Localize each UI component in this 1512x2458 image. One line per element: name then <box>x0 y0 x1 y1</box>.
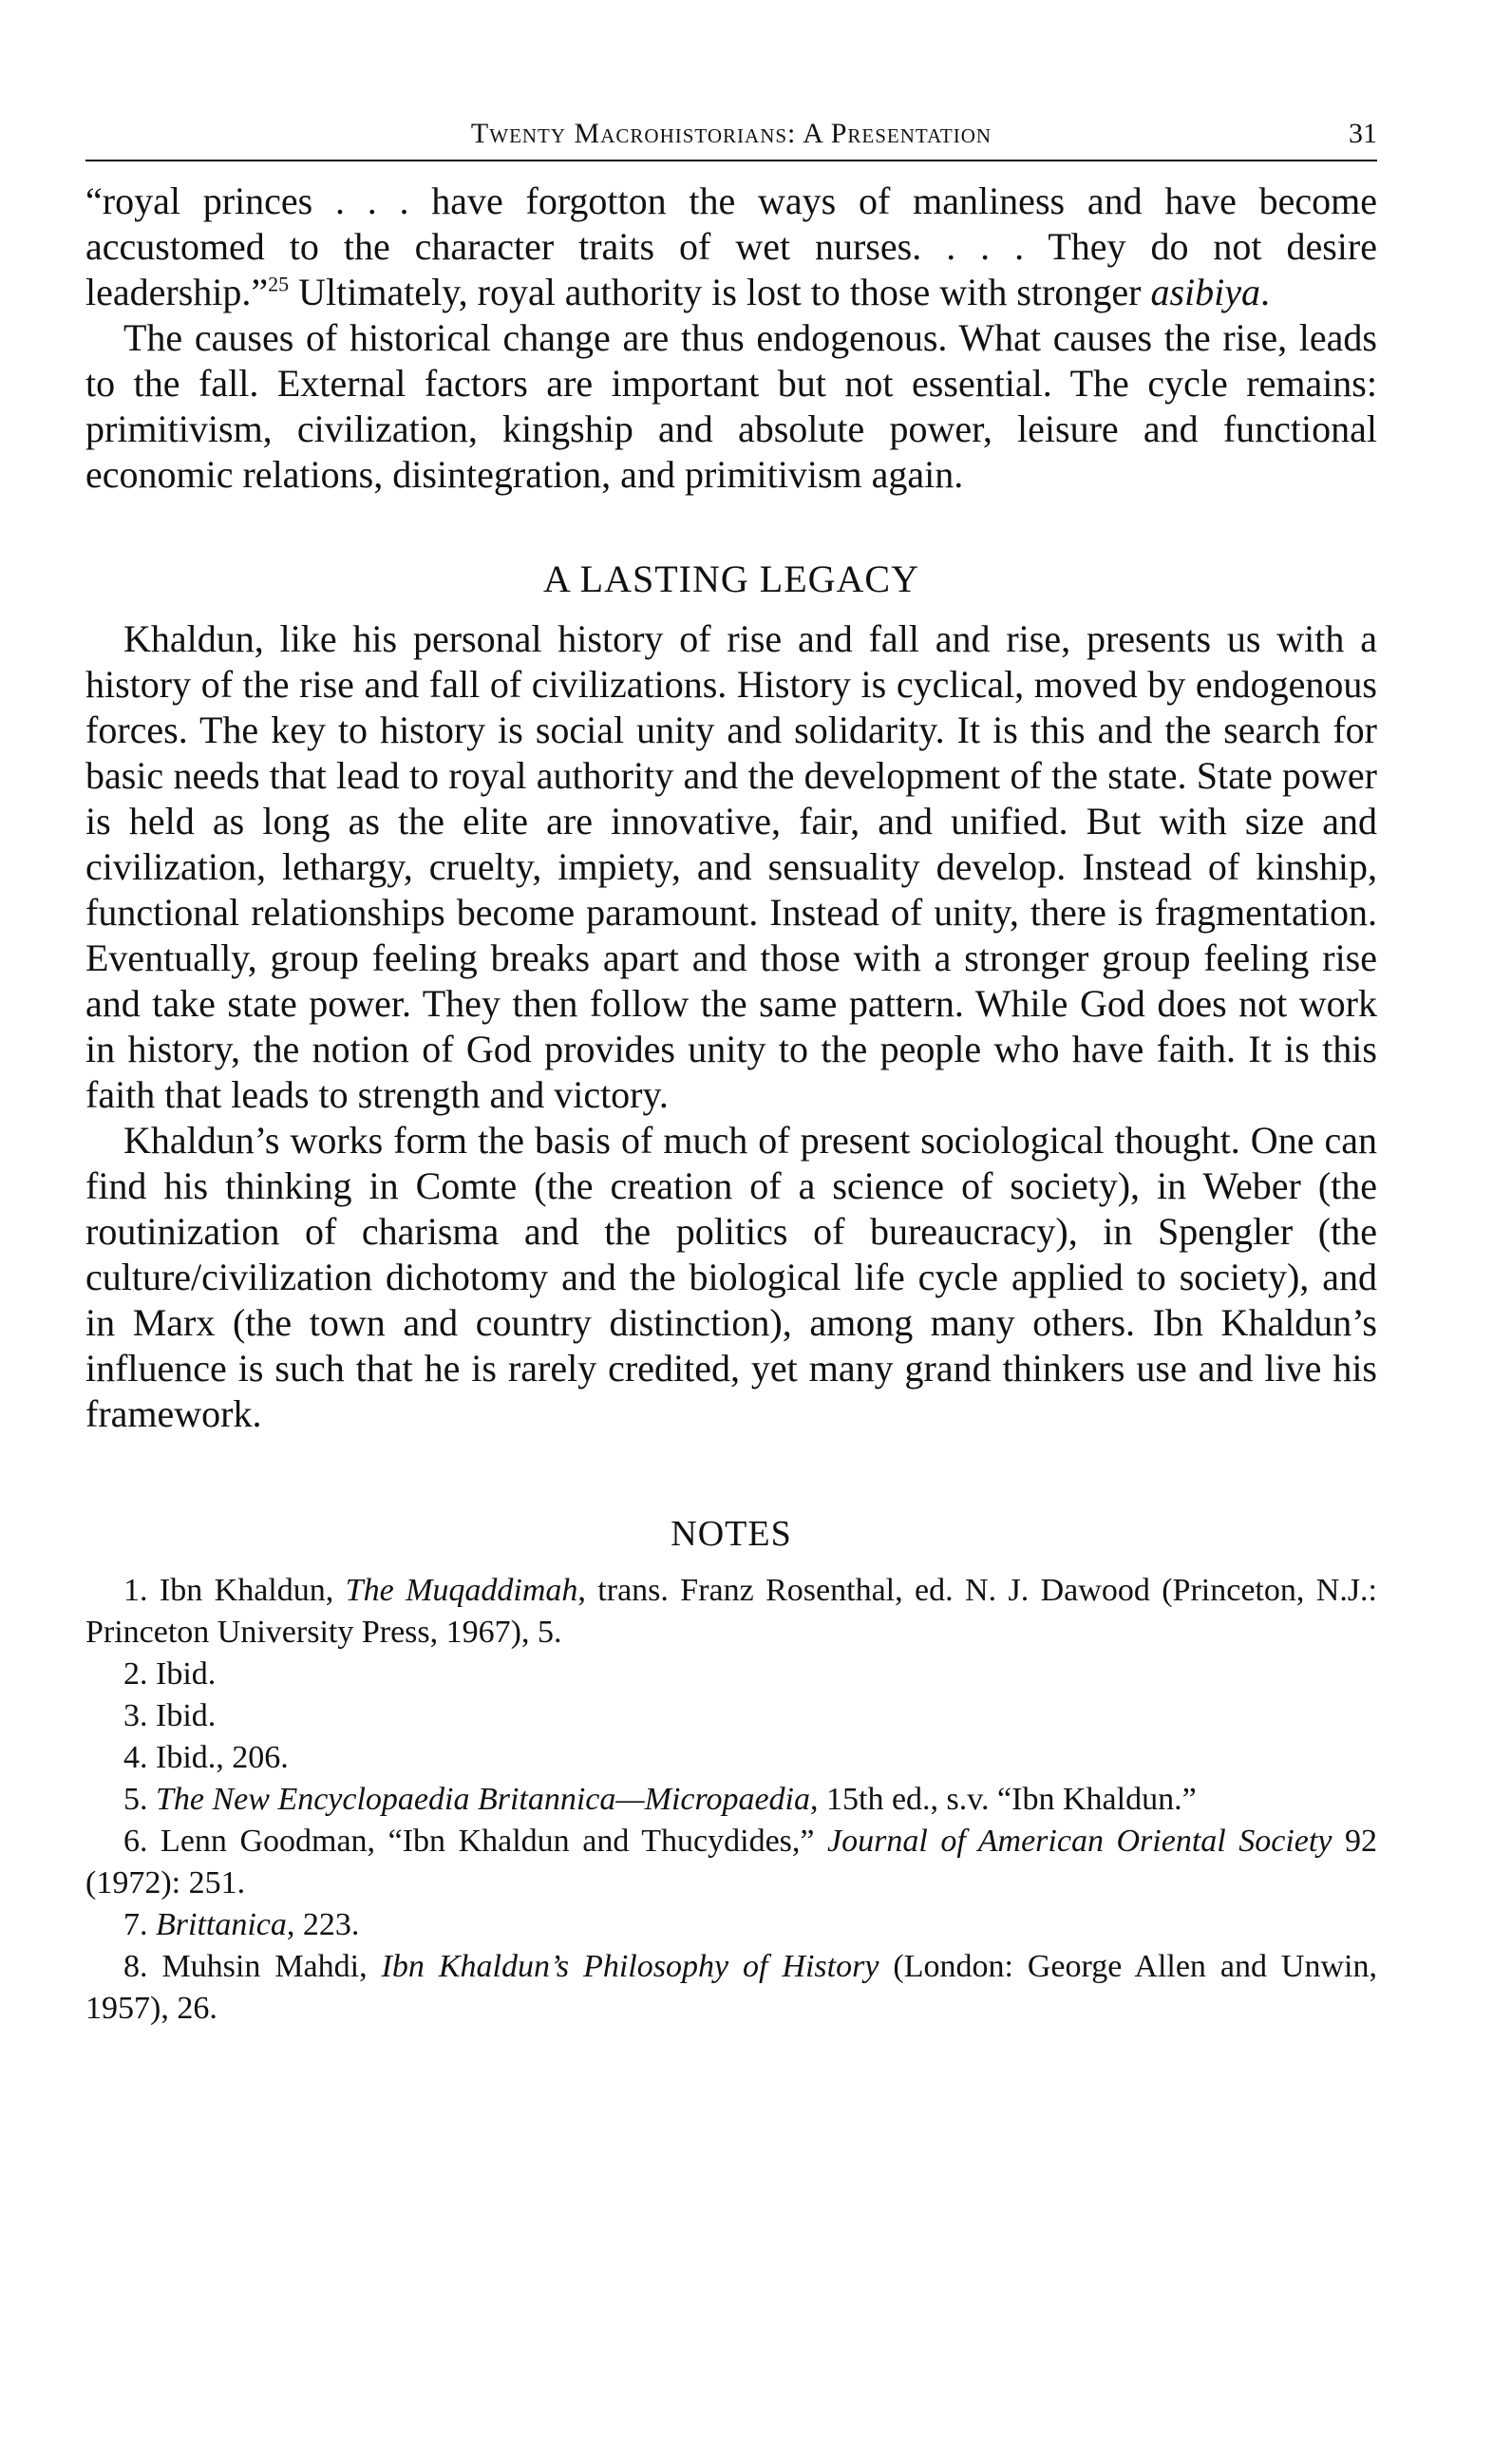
note-italic-title: Ibn Khaldun’s Philosophy of History <box>381 1949 879 1984</box>
note-2: 2. Ibid. <box>123 1656 217 1692</box>
note-italic-title: Brittanica <box>156 1907 287 1942</box>
note-text: 5. <box>123 1782 156 1817</box>
paragraph-legacy-2: Khaldun’s works form the basis of much of present sociological thought. One can find his thinking in Comte (the creation of a science of society), in Weber (the routinization of charisma and the politics of bureaucracy), in Spengler (the culture/civilization dichotomy and the biological life cycle applied to society), and in Marx (the town and country distinction), among many others. Ibn Khaldun’s influence is such that he is rarely credited, yet many grand thinkers use and live his framework. <box>85 1119 1377 1435</box>
italic-term: asibiya <box>1150 271 1260 313</box>
note-text: , 15th ed., s.v. “Ibn Khaldun.” <box>810 1782 1197 1817</box>
sentence-text: Ultimately, royal authority is lost to those with stronger <box>289 271 1151 313</box>
paragraph-legacy-1: Khaldun, like his personal history of rise and fall and rise, presents us with a history of the rise and fall of civilizations. History is cyclical, moved by endogenous forces. The key to history is social unity and solidarity. It is this and the search for basic needs that lead to royal authority and the development of the state. State power is held as long as the elite are innovative, fair, and unified. But with size and civilization, lethargy, cruelty, impiety, and sensuality develop. Instead of kinship, functional relationships become paramount. Instead of unity, there is fragmentation. Eventually, group feeling breaks apart and those with a stronger group feeling rise and take state power. They then follow the same pattern. While God does not work in history, the notion of God provides unity to the people who have faith. It is this faith that leads to strength and victory. <box>85 617 1377 1116</box>
note-text: 8. Muhsin Mahdi, <box>123 1949 382 1984</box>
note-text: 92 (1972): 251. <box>85 1824 1377 1900</box>
paragraph-causes: The causes of historical change are thus endogenous. What causes the rise, leads to the fall. External factors are important but not essential. The cycle remains: primitivism, civilization, kingship and absolute power, leisure and functional economic relations, disintegration, and primitivism again. <box>85 316 1377 496</box>
note-text: (London: George Allen and Unwin, 1957), 26. <box>85 1949 1377 2026</box>
sentence-end: . <box>1259 271 1270 313</box>
note-text: , 223. <box>286 1907 360 1942</box>
note-italic-title: The Muqaddimah <box>345 1573 578 1608</box>
book-page <box>85 114 1377 2030</box>
note-4: 4. Ibid., 206. <box>123 1740 289 1775</box>
note-text: 1. Ibn Khaldun, <box>123 1573 346 1608</box>
note-7 <box>85 1904 1377 1946</box>
running-header <box>85 114 1377 161</box>
note-text: 7. <box>123 1907 156 1942</box>
note-italic-title: Journal of American Oriental Society <box>827 1824 1332 1859</box>
running-title: Twenty Macrohistorians: A Presentation <box>470 118 992 149</box>
note-1 <box>85 1570 1377 1654</box>
section-heading-legacy: A LASTING LEGACY <box>543 558 919 600</box>
note-italic-title: The New Encyclopaedia Britannica—Micropaedia <box>156 1782 810 1817</box>
note-text: 6. Lenn Goodman, “Ibn Khaldun and Thucydides,” <box>123 1824 828 1859</box>
note-3: 3. Ibid. <box>123 1698 217 1733</box>
note-5 <box>85 1779 1377 1821</box>
note-8 <box>85 1946 1377 2030</box>
note-text: , trans. Franz Rosenthal, ed. N. J. Dawood (Princeton, N.J.: Princeton University Press, 1967), 5. <box>85 1573 1378 1650</box>
notes-heading: NOTES <box>671 1514 792 1554</box>
continuation-paragraph <box>85 179 1377 315</box>
note-6 <box>85 1821 1377 1904</box>
quote-text: “royal princes . . . have forgotton the ways of manliness and have become accustomed to the character traits of wet nurses. . . . They do not desire leadership.” <box>85 180 1377 313</box>
footnote-reference: 25 <box>268 272 290 296</box>
page-number: 31 <box>1349 118 1377 149</box>
